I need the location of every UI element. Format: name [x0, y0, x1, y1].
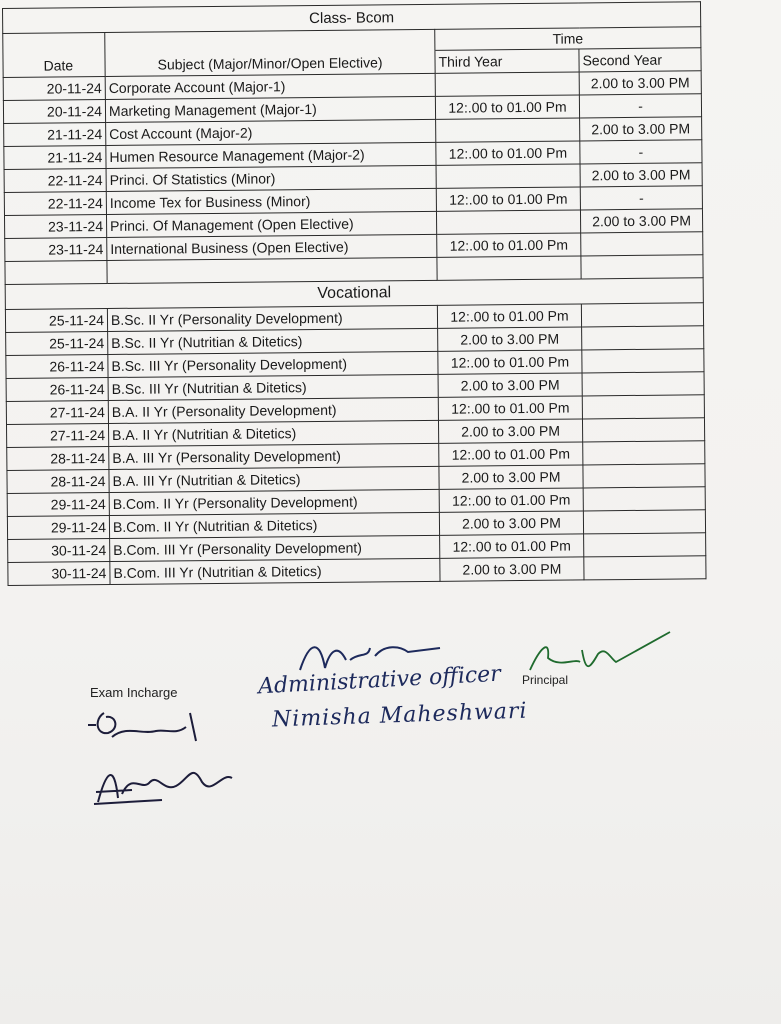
third-year-cell: 12:.00 to 01.00 Pm — [437, 304, 581, 328]
date-cell: 20-11-24 — [3, 100, 105, 124]
vocational-title: Vocational — [5, 278, 703, 310]
second-year-cell — [582, 349, 704, 373]
third-year-cell: 12:.00 to 01.00 Pm — [438, 350, 582, 374]
date-cell: 27-11-24 — [6, 423, 108, 447]
class-title: Class- Bcom — [3, 2, 701, 34]
date-header: Date — [3, 54, 105, 78]
blank-cell — [107, 257, 437, 283]
third-year-cell: 12:.00 to 01.00 Pm — [438, 396, 582, 420]
subject-cell: Cost Account (Major-2) — [106, 119, 436, 145]
admin-name-handwriting: Nimisha Maheshwari — [271, 698, 528, 733]
third-year-cell: 2.00 to 3.00 PM — [439, 465, 583, 489]
date-cell: 28-11-24 — [7, 469, 109, 493]
subject-cell: B.Sc. II Yr (Nutritian & Ditetics) — [108, 328, 438, 354]
third-year-cell — [436, 164, 580, 188]
exam-incharge-signature-1 — [86, 705, 216, 750]
admin-signature — [290, 630, 450, 680]
subject-cell: B.Sc. II Yr (Personality Development) — [107, 305, 437, 331]
second-year-cell: - — [579, 94, 701, 118]
date-cell: 27-11-24 — [6, 400, 108, 424]
time-header: Time — [435, 27, 701, 51]
principal-label: Principal — [522, 673, 569, 687]
third-year-cell: 12:.00 to 01.00 Pm — [439, 488, 583, 512]
second-year-cell — [582, 418, 704, 442]
date-cell: 29-11-24 — [7, 515, 109, 539]
exam-timetable — [2, 1, 707, 586]
date-cell: 21-11-24 — [4, 123, 106, 147]
exam-incharge-label: Exam Incharge — [90, 685, 178, 700]
second-year-cell — [582, 326, 704, 350]
subject-cell: B.A. II Yr (Personality Development) — [108, 397, 438, 423]
subject-cell: Income Tex for Business (Minor) — [106, 188, 436, 214]
date-cell: 26-11-24 — [6, 355, 108, 379]
third-year-cell: 12:.00 to 01.00 Pm — [440, 534, 584, 558]
second-year-cell — [583, 464, 705, 488]
third-year-cell: 12:.00 to 01.00 Pm — [436, 141, 580, 165]
second-year-cell: - — [580, 140, 702, 164]
date-cell: 25-11-24 — [5, 309, 107, 333]
date-cell: 29-11-24 — [7, 492, 109, 516]
second-year-header: Second Year — [579, 48, 701, 72]
third-year-cell — [435, 72, 579, 96]
subject-cell: Humen Resource Management (Major-2) — [106, 142, 436, 168]
blank-cell — [5, 261, 107, 285]
third-year-cell: 12:.00 to 01.00 Pm — [436, 187, 580, 211]
subject-cell: B.Com. III Yr (Personality Development) — [110, 535, 440, 561]
third-year-cell: 2.00 to 3.00 PM — [438, 373, 582, 397]
subject-cell: B.A. II Yr (Nutritian & Ditetics) — [108, 420, 438, 446]
third-year-cell: 12:.00 to 01.00 Pm — [439, 442, 583, 466]
second-year-cell — [584, 556, 706, 580]
second-year-cell: 2.00 to 3.00 PM — [580, 117, 702, 141]
third-year-cell: 2.00 to 3.00 PM — [439, 511, 583, 535]
date-cell: 20-11-24 — [3, 77, 105, 101]
subject-header: Subject (Major/Minor/Open Elective) — [105, 50, 435, 76]
second-year-cell — [583, 510, 705, 534]
second-year-cell — [583, 441, 705, 465]
third-year-cell — [436, 118, 580, 142]
admin-officer-handwriting: Administrative officer — [257, 661, 502, 700]
date-cell: 28-11-24 — [7, 446, 109, 470]
blank-cell — [437, 256, 581, 280]
date-cell: 21-11-24 — [4, 146, 106, 170]
date-cell: 22-11-24 — [4, 192, 106, 216]
third-year-cell: 12:.00 to 01.00 Pm — [437, 233, 581, 257]
subject-cell: B.Com. II Yr (Nutritian & Ditetics) — [109, 512, 439, 538]
subject-cell: Marketing Management (Major-1) — [105, 96, 435, 122]
subject-cell: Princi. Of Statistics (Minor) — [106, 165, 436, 191]
second-year-cell — [581, 232, 703, 256]
date-cell: 30-11-24 — [8, 538, 110, 562]
exam-incharge-signature-2 — [92, 752, 272, 812]
date-cell: 26-11-24 — [6, 377, 108, 401]
date-cell: 22-11-24 — [4, 169, 106, 193]
second-year-cell — [584, 533, 706, 557]
second-year-cell: 2.00 to 3.00 PM — [579, 71, 701, 95]
second-year-cell: 2.00 to 3.00 PM — [580, 163, 702, 187]
subject-cell: B.Com. II Yr (Personality Development) — [109, 489, 439, 515]
subject-cell: International Business (Open Elective) — [107, 234, 437, 260]
subject-cell: B.A. III Yr (Nutritian & Ditetics) — [109, 466, 439, 492]
second-year-cell: - — [580, 186, 702, 210]
subject-cell: B.A. III Yr (Personality Development) — [109, 443, 439, 469]
second-year-cell: 2.00 to 3.00 PM — [580, 209, 702, 233]
second-year-cell — [582, 372, 704, 396]
principal-signature — [520, 628, 680, 678]
second-year-cell — [583, 487, 705, 511]
date-cell: 30-11-24 — [8, 561, 110, 585]
third-year-header: Third Year — [435, 49, 579, 73]
second-year-cell — [582, 395, 704, 419]
blank-cell — [581, 255, 703, 279]
date-cell: 23-11-24 — [5, 238, 107, 262]
third-year-cell: 2.00 to 3.00 PM — [438, 419, 582, 443]
subject-cell: B.Com. III Yr (Nutritian & Ditetics) — [110, 558, 440, 584]
third-year-cell: 12:.00 to 01.00 Pm — [435, 95, 579, 119]
date-cell: 25-11-24 — [6, 332, 108, 356]
subject-cell: Corporate Account (Major-1) — [105, 73, 435, 99]
third-year-cell: 2.00 to 3.00 PM — [440, 557, 584, 581]
date-cell: 23-11-24 — [4, 215, 106, 239]
third-year-cell: 2.00 to 3.00 PM — [438, 327, 582, 351]
subject-cell: B.Sc. III Yr (Nutritian & Ditetics) — [108, 374, 438, 400]
third-year-cell — [436, 210, 580, 234]
second-year-cell — [581, 303, 703, 327]
subject-cell: Princi. Of Management (Open Elective) — [106, 211, 436, 237]
subject-cell: B.Sc. III Yr (Personality Development) — [108, 351, 438, 377]
